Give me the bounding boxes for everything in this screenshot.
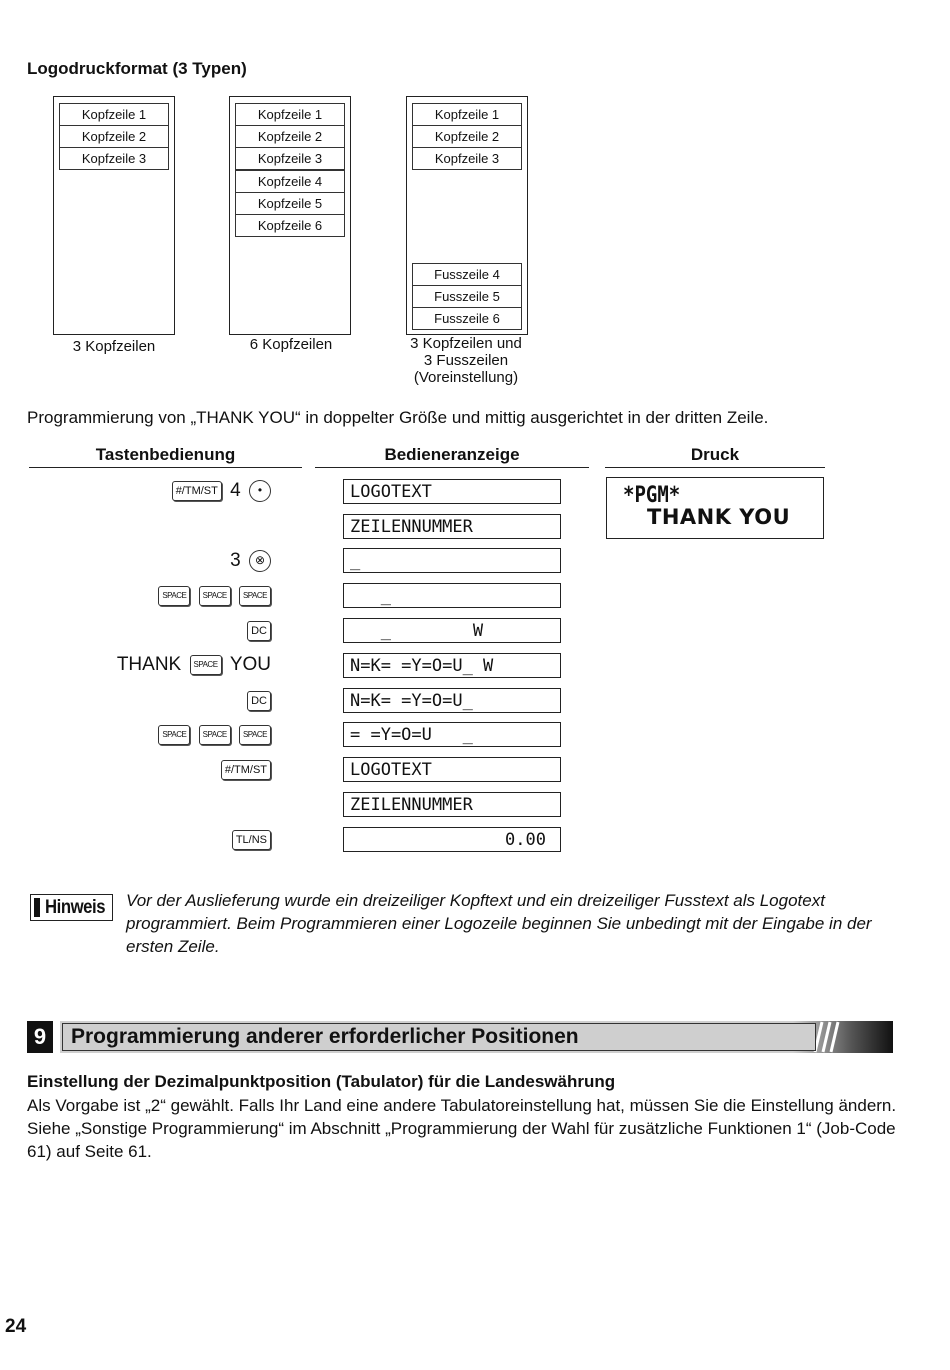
header-line: Kopfzeile 3 bbox=[59, 147, 169, 170]
print-receipt bbox=[606, 477, 824, 539]
display-line: N=K= =Y=O=U_ W bbox=[343, 653, 561, 678]
print-line-2: THANK YOU bbox=[647, 505, 791, 529]
logo-format-type3 bbox=[406, 96, 528, 335]
multiply-key-icon: ⊗ bbox=[249, 550, 271, 572]
header-line: Kopfzeile 6 bbox=[235, 214, 345, 237]
display-line: N=K= =Y=O=U_ bbox=[343, 688, 561, 713]
dot-key-icon: • bbox=[249, 480, 271, 502]
caption-line: 3 Kopfzeilen und bbox=[410, 335, 522, 352]
logo-format-type2 bbox=[229, 96, 351, 335]
print-line-1: *PGM* bbox=[623, 482, 681, 508]
section-number: 9 bbox=[27, 1021, 53, 1053]
caption-line: 3 Fusszeilen bbox=[423, 352, 509, 369]
note-badge-bar bbox=[34, 898, 40, 917]
tmst-key: #/TM/ST bbox=[221, 760, 271, 780]
section-subheading: Einstellung der Dezimalpunktposition (Tabulator) für die Landeswährung bbox=[27, 1072, 616, 1091]
section-slash-icon bbox=[812, 1021, 842, 1053]
key-step-9 bbox=[229, 827, 271, 853]
section-body: Als Vorgabe ist „2“ gewählt. Falls Ihr Land eine andere Tabulatoreinstellung hat, müssen Sie die Einstellung ändern. Siehe „Sonstige Programmierung“ im Abschnitt „Programmierung der Wahl für zusätzliche Funktionen 1“ (Job-Code 61) auf Seite 61. bbox=[27, 1096, 897, 1161]
key-step-7 bbox=[155, 722, 271, 748]
display-line: _ W bbox=[343, 618, 561, 643]
display-line: LOGOTEXT bbox=[343, 479, 561, 504]
header-line: Kopfzeile 2 bbox=[59, 125, 169, 148]
type3-caption bbox=[386, 335, 546, 386]
key-step-8 bbox=[218, 757, 271, 783]
display-line: LOGOTEXT bbox=[343, 757, 561, 782]
key-step-2 bbox=[227, 548, 271, 574]
tlns-key: TL/NS bbox=[232, 830, 271, 850]
dc-key: DC bbox=[247, 621, 271, 641]
key-step-3 bbox=[155, 583, 271, 609]
col-header-print: Druck bbox=[605, 445, 825, 468]
text-thank: THANK bbox=[116, 654, 182, 675]
logo-format-heading: Logodruckformat (3 Typen) bbox=[27, 59, 247, 78]
display-line: = =Y=O=U _ bbox=[343, 722, 561, 747]
key-step-4 bbox=[244, 618, 271, 644]
header-line: Kopfzeile 3 bbox=[235, 147, 345, 170]
footer-line: Fusszeile 6 bbox=[412, 307, 522, 330]
type2-caption: 6 Kopfzeilen bbox=[249, 336, 333, 353]
display-line: _ bbox=[343, 583, 561, 608]
space-key: SPACE bbox=[199, 725, 231, 745]
display-line: ZEILENNUMMER bbox=[343, 514, 561, 539]
dc-key: DC bbox=[247, 691, 271, 711]
header-line: Kopfzeile 1 bbox=[235, 103, 345, 126]
note-badge-label: Hinweis bbox=[45, 897, 106, 918]
digit-3: 3 bbox=[230, 550, 241, 571]
header-line: Kopfzeile 1 bbox=[412, 103, 522, 126]
key-step-6 bbox=[244, 688, 271, 714]
example-intro: Programmierung von „THANK YOU“ in doppelter Größe und mittig ausgerichtet in der dritten Zeile. bbox=[27, 408, 769, 427]
footer-line: Fusszeile 4 bbox=[412, 263, 522, 286]
col-header-display: Bedieneranzeige bbox=[315, 445, 589, 468]
note-text: Vor der Auslieferung wurde ein dreizeiliger Kopftext und ein dreizeiliger Fusstext als Logotext programmiert. Beim Programmieren einer Logozeile beginnen Sie unbedingt mit der Eingabe in der ersten Zeile. bbox=[126, 891, 872, 956]
footer-line: Fusszeile 5 bbox=[412, 285, 522, 308]
text-you: YOU bbox=[229, 654, 271, 675]
type1-caption: 3 Kopfzeilen bbox=[72, 338, 156, 355]
key-step-1 bbox=[169, 478, 271, 504]
digit-4: 4 bbox=[230, 480, 241, 501]
caption-line: (Voreinstellung) bbox=[413, 369, 519, 386]
space-key: SPACE bbox=[239, 725, 271, 745]
tmst-key: #/TM/ST bbox=[172, 481, 222, 501]
space-key: SPACE bbox=[199, 586, 231, 606]
space-key: SPACE bbox=[158, 586, 190, 606]
note-badge bbox=[30, 894, 113, 921]
display-line: _ bbox=[343, 548, 561, 573]
key-step-5 bbox=[114, 652, 271, 678]
header-line: Kopfzeile 1 bbox=[59, 103, 169, 126]
header-line: Kopfzeile 4 bbox=[235, 170, 345, 193]
display-total: 0.00 bbox=[343, 827, 561, 852]
space-key: SPACE bbox=[190, 655, 222, 675]
space-key: SPACE bbox=[158, 725, 190, 745]
header-line: Kopfzeile 5 bbox=[235, 192, 345, 215]
header-line: Kopfzeile 2 bbox=[235, 125, 345, 148]
display-line: ZEILENNUMMER bbox=[343, 792, 561, 817]
page-number: 24 bbox=[5, 1316, 27, 1337]
section-title: Programmierung anderer erforderlicher Positionen bbox=[62, 1023, 816, 1051]
header-line: Kopfzeile 2 bbox=[412, 125, 522, 148]
header-line: Kopfzeile 3 bbox=[412, 147, 522, 170]
logo-format-type1 bbox=[53, 96, 175, 335]
col-header-keys: Tastenbedienung bbox=[29, 445, 302, 468]
space-key: SPACE bbox=[239, 586, 271, 606]
